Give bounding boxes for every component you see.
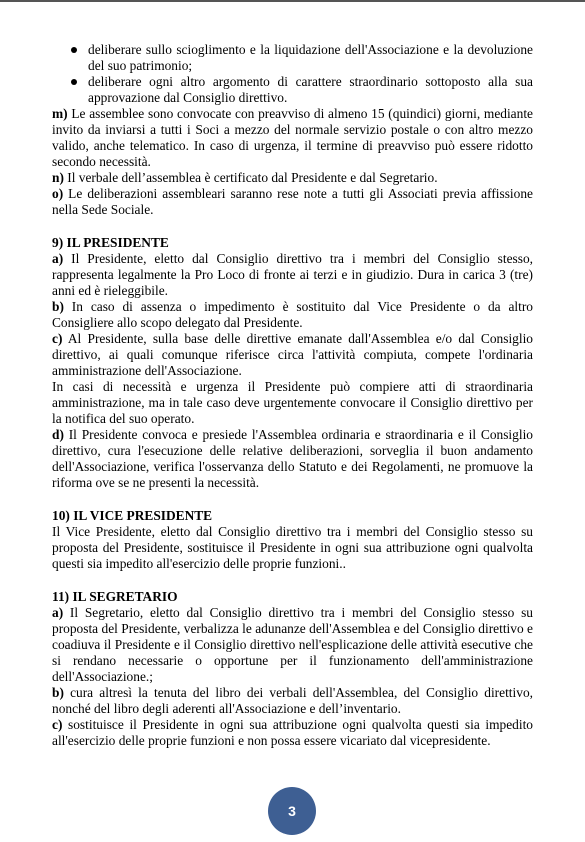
item-label: b) (52, 685, 64, 700)
document-body (52, 42, 533, 749)
bullet-icon (71, 79, 77, 85)
item-label: d) (52, 427, 64, 442)
bullet-list (52, 42, 533, 106)
list-item: deliberare ogni altro argomento di carattere straordinario sottoposto alla sua approvazione dal Consiglio direttivo. (52, 74, 533, 106)
paragraph-9b: b) In caso di assenza o impedimento è sostituito dal Vice Presidente o da altro Consigliere allo scopo delegato dal Presidente. (52, 299, 533, 330)
item-label: c) (52, 331, 63, 346)
paragraph-9-plain: In casi di necessità e urgenza il Presidente può compiere atti di straordinaria amministrazione, ma in tale caso deve urgentemente convocare il Consiglio direttivo per la notifica del suo operato. (52, 379, 533, 426)
section-gap (52, 572, 533, 589)
item-label: o) (52, 186, 64, 201)
bullet-icon (71, 47, 77, 53)
top-rule (0, 0, 585, 2)
item-label: a) (52, 251, 64, 266)
paragraph-9c: c) Al Presidente, sulla base delle direttive emanate dall'Assemblea e/o dal Consiglio direttivo, ai quali comunque riferisce circa l'attività compiuta, compete l'ordinaria amministrazione dell'Associazione. (52, 331, 533, 378)
section-heading-presidente: 9) IL PRESIDENTE (52, 235, 169, 250)
section-heading-segretario: 11) IL SEGRETARIO (52, 589, 178, 604)
page-number-badge (268, 787, 316, 835)
item-label: c) (52, 717, 63, 732)
paragraph-11b: b) cura altresì la tenuta del libro dei verbali dell'Assemblea, del Consiglio direttivo, nonché del libro degli aderenti all'Associazione e dell’inventario. (52, 685, 533, 716)
item-label: m) (52, 106, 68, 121)
paragraph-11a: a) Il Segretario, eletto dal Consiglio direttivo tra i membri del Consiglio stesso su proposta del Presidente, verbalizza le adunanze dell'Assemblea e del Consiglio direttivo e coadiuva il Presidente e il Consiglio direttivo nell'esplicazione delle attività esecutive che si rendano necessarie o opportune per il funzionamento dell'amministrazione dell'Associazione.; (52, 605, 533, 684)
paragraph-m: m) Le assemblee sono convocate con preavviso di almeno 15 (quindici) giorni, mediante invito da inviarsi a tutti i Soci a mezzo del normale servizio postale o con altro mezzo valido, anche telematico. In caso di urgenza, il termine di preavviso può essere ridotto secondo necessità. (52, 106, 533, 169)
paragraph-11c: c) sostituisce il Presidente in ogni sua attribuzione ogni qualvolta questi sia impedito all'esercizio delle proprie funzioni e non possa essere vicariato dal vicepresidente. (52, 717, 533, 748)
page-number: 3 (288, 803, 296, 819)
item-label: a) (52, 605, 64, 620)
paragraph-n: n) Il verbale dell’assemblea è certificato dal Presidente e dal Segretario. (52, 170, 438, 185)
section-gap (52, 218, 533, 235)
section-heading-vice-presidente: 10) IL VICE PRESIDENTE (52, 508, 213, 523)
paragraph-9d: d) Il Presidente convoca e presiede l'Assemblea ordinaria e straordinaria e il Consiglio direttivo, cura l'esecuzione delle relative deliberazioni, sorveglia il buon andamento dell'Associazione, verifica l'osservanza dello Statuto e dei Regolamenti, ne promuove la riforma ove se ne presenti la necessità. (52, 427, 533, 490)
item-label: n) (52, 170, 64, 185)
paragraph-10: Il Vice Presidente, eletto dal Consiglio direttivo tra i membri del Consiglio stesso su proposta del Presidente, sostituisce il Presidente in ogni sua attribuzione ogni qualvolta questi sia impedito all'esercizio delle proprie funzioni.. (52, 524, 533, 571)
paragraph-o: o) Le deliberazioni assembleari saranno rese note a tutti gli Associati previa affissione nella Sede Sociale. (52, 186, 533, 217)
list-item: deliberare sullo scioglimento e la liquidazione dell'Associazione e la devoluzione del suo patrimonio; (52, 42, 533, 74)
section-gap (52, 491, 533, 508)
item-label: b) (52, 299, 64, 314)
paragraph-9a: a) Il Presidente, eletto dal Consiglio direttivo tra i membri del Consiglio stesso, rappresenta legalmente la Pro Loco di fronte ai terzi e in giudizio. Dura in carica 3 (tre) anni ed è rieleggibile. (52, 251, 533, 298)
